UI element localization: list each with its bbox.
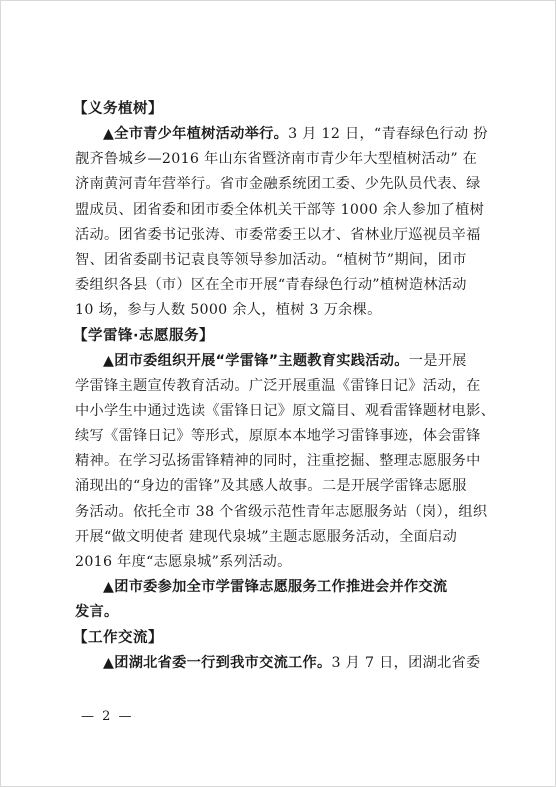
- paragraph-hubei-visit: [75, 651, 489, 676]
- paragraph-line: 活动。团省委书记张涛、市委常委王以才、省林业厅巡视员辛福: [75, 226, 481, 243]
- paragraph-line: 10 场，参与人数 5000 余人，植树 3 万余棵。: [75, 302, 382, 319]
- paragraph-line: 续写《雷锋日记》等形式，原原本本地学习雷锋事迹，体会雷锋: [75, 428, 481, 445]
- paragraph-promotion-meeting: [75, 575, 489, 625]
- paragraph-line: 中小学生中通过选读《雷锋日记》原文篇目、观看雷锋题材电影、: [75, 402, 496, 419]
- paragraph-line: 2016 年度“志愿泉城”系列活动。: [75, 554, 292, 570]
- document-body: [73, 97, 496, 676]
- paragraph-line: 靓齐鲁城乡—2016 年山东省暨济南市青少年大型植树活动” 在: [75, 151, 478, 168]
- paragraph-line: 济南黄河青年营举行。省市金融系统团工委、少先队员代表、绿: [75, 176, 481, 193]
- paragraph-line: 委组织各县（市）区在全市开展“青春绿色行动”植树造林活动: [75, 277, 467, 294]
- paragraph-line: 3 月 12 日，“青春绿色行动 扮: [288, 126, 488, 142]
- section-heading-work-exchange: 【工作交流】: [73, 629, 163, 646]
- paragraph-learn-leifeng: [75, 349, 496, 576]
- paragraph-line: 3 月 7 日，团湖北省委: [331, 654, 481, 671]
- paragraph-line: 学雷锋主题宣传教育活动。广泛开展重温《雷锋日记》活动，在: [75, 377, 481, 394]
- paragraph-line: 智、团省委副书记袁良等领导参加活动。“植树节”期间，团市: [75, 251, 467, 268]
- paragraph-lead: ▲团市委组织开展“学雷锋”主题教育实践活动。: [103, 352, 409, 369]
- paragraph-line: 盟成员、团省委和团市委全体机关干部等 1000 余人参加了植树: [75, 201, 485, 218]
- paragraph-line: 务活动。依托全市 38 个省级示范性青年志愿服务站（岗），组织: [75, 503, 488, 520]
- paragraph-lead: ▲全市青少年植树活动举行。: [103, 126, 289, 142]
- section-heading-volunteer: 【学雷锋·志愿服务】: [73, 327, 215, 344]
- paragraph-line: 涌现出的“身边的雷锋”及其感人故事。二是开展学雷锋志愿服: [75, 478, 467, 495]
- paragraph-tree-planting: [75, 122, 489, 324]
- page-number: — 2 —: [81, 709, 134, 724]
- paragraph-lead: ▲团湖北省委一行到我市交流工作。: [103, 654, 332, 671]
- paragraph-line: 精神。在学习弘扬雷锋精神的同时，注重挖掘、整理志愿服务中: [75, 453, 481, 470]
- section-heading-tree-planting: 【义务植树】: [73, 101, 163, 117]
- paragraph-line: ▲团市委参加全市学雷锋志愿服务工作推进会并作交流: [103, 579, 448, 596]
- paragraph-line: 发言。: [75, 604, 119, 621]
- paragraph-line: 一是开展: [408, 352, 467, 369]
- paragraph-line: 开展“做文明使者 建现代泉城”主题志愿服务活动，全面启动: [75, 528, 458, 545]
